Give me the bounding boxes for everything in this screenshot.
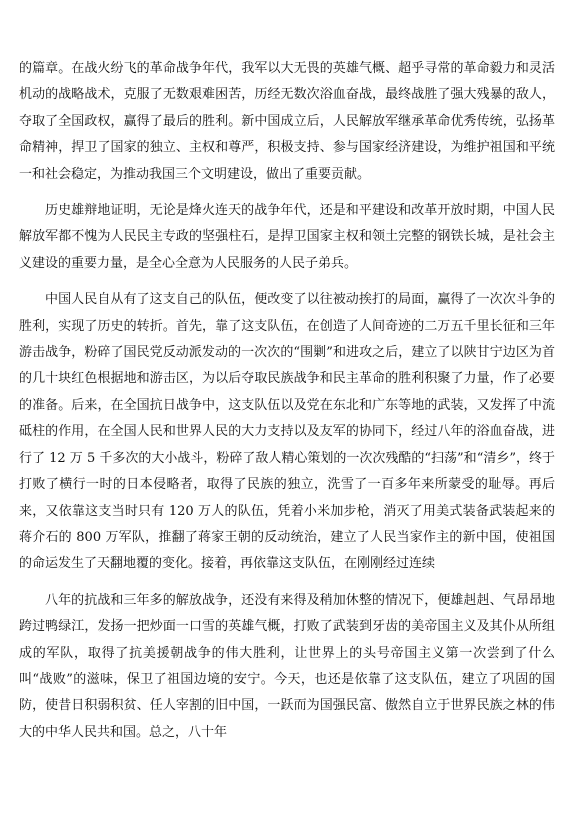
- paragraph-3: 中国人民自从有了这支自己的队伍，便改变了以往被动挨打的局面，赢得了一次次斗争的胜利，实现了历史的转折。首先，靠了这支队伍，在创造了人间奇迹的二万五千里长征和三年游击战争，粉碎了国民党反动派发动的一次次的“围剿”和进攻之后，建立了以陕甘宁边区为首的几十块红色根据地和游击区，为以后夺取民族战争和民主革命的胜利积聚了力量，作了必要的准备。后来，在全国抗日战争中，这支队伍以及党在东北和广东等地的武装，又发挥了中流砥柱的作用，在全国人民和世界人民的大力支持以及友军的协同下，经过八年的浴血奋战，进行了 12 万 5 千多次的大小战斗，粉碎了敌人精心策划的一次次残酷的“扫荡”和“清乡”，终于打败了横行一时的日本侵略者，取得了民族的独立，洗雪了一百多年来所蒙受的耻辱。再后来，又依靠这支当时只有 120 万人的队伍，凭着小米加步枪，消灭了用美式装备武装起来的蒋介石的 800 万军队，推翻了蒋家王朝的反动统治，建立了人民当家作主的新中国，使祖国的命运发生了天翻地覆的变化。接着，再依靠这支队伍，在刚刚经过连续: [19, 292, 555, 572]
- document-body: [19, 56, 555, 756]
- paragraph-1: 的篇章。在战火纷飞的革命战争年代，我军以大无畏的英雄气概、超乎寻常的革命毅力和灵活机动的战略战术，克服了无数艰难困苦，历经无数次浴血奋战，最终战胜了强大残暴的敌人，夺取了全国政权，赢得了最后的胜利。新中国成立后，人民解放军继承革命优秀传统，弘扬革命精神，捍卫了国家的独立、主权和尊严，积极支持、参与国家经济建设，为维护祖国和平统一和社会稳定，为推动我国三个文明建设，做出了重要贡献。: [19, 61, 555, 182]
- paragraph-4: 八年的抗战和三年多的解放战争，还没有来得及稍加休整的情况下，便雄赳赳、气昂昂地跨过鸭绿江，发扬一把炒面一口雪的英雄气概，打败了武装到牙齿的美帝国主义及其仆从所组成的军队，取得了抗美援朝战争的伟大胜利，让世界上的头号帝国主义第一次尝到了什么叫“战败”的滋味，保卫了祖国边境的安宁。今天，也还是依靠了这支队伍，建立了巩固的国防，使昔日积弱积贫、任人宰割的旧中国，一跃而为国强民富、傲然自立于世界民族之林的伟大的中华人民共和国。总之，八十年: [19, 592, 555, 740]
- paragraph-2: 历史雄辩地证明，无论是烽火连天的战争年代，还是和平建设和改革开放时期，中国人民解放军都不愧为人民民主专政的坚强柱石，是捍卫国家主权和领土完整的钢铁长城，是社会主义建设的重要力量，是全心全意为人民服务的人民子弟兵。: [19, 203, 555, 271]
